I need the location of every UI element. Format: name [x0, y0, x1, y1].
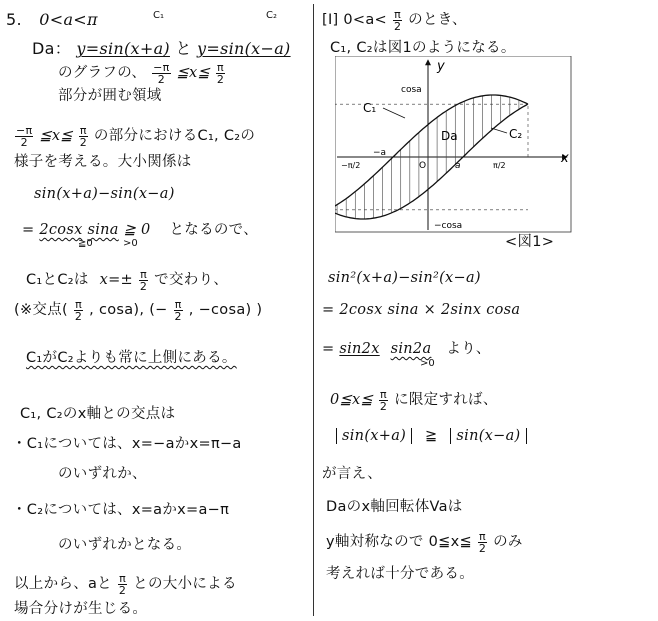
- square-product-expr: = 2cosx sina × 2sinx cosa: [322, 302, 521, 318]
- definition-line: Da： y=sin(x+a) と y=sin(x−a): [32, 39, 291, 58]
- label-c1: C₁: [153, 10, 164, 21]
- fig-neg-cosa-label: −cosa: [434, 221, 463, 231]
- can-say-line: が言え、: [322, 466, 383, 482]
- fig-origin-label: O: [419, 161, 427, 171]
- fig-neg-pi2-label: −π/2: [341, 161, 361, 170]
- difference-expr: sin(x+a)−sin(x−a): [34, 186, 175, 202]
- relation-line: 様子を考える。大小関係は: [14, 154, 192, 170]
- fig-a-label: a: [455, 161, 461, 171]
- x-axis-intersections-line: C₁, C₂のx軸との交点は: [20, 406, 176, 422]
- curve2-eq: y=sin(x−a): [197, 39, 291, 58]
- fig-da-label: Da: [441, 129, 458, 143]
- fig-x-label: x: [561, 151, 569, 166]
- case-header: [I] 0<a< $\frac{\pi}{2}$ のとき、: [322, 7, 467, 33]
- double-angle-expr: = sin2x sin2a より、: [322, 341, 491, 357]
- fig-c1-pointer: [383, 108, 405, 118]
- solid-line: Daのx軸回転体Vaは: [326, 499, 463, 515]
- c2-roots-line: ・C₂については、x=aかx=a−π: [12, 502, 230, 518]
- fig-neg-a-label: −a: [373, 148, 387, 158]
- fig-c2-label: C₂: [509, 127, 523, 141]
- product-expr: = 2cosx sina ≧ 0 となるので、: [22, 222, 258, 238]
- fig-cosa-label: cosa: [401, 85, 422, 95]
- figure-intro-line: C₁, C₂は図1のようになる。: [330, 40, 516, 56]
- figure-1: [335, 56, 575, 238]
- region-line: 部分が囲む領域: [58, 88, 162, 104]
- c1-above-c2-line: C₁がC₂よりも常に上側にある。: [26, 350, 237, 366]
- fig-c2-pointer: [491, 128, 507, 133]
- fig-y-label: y: [437, 59, 445, 74]
- intersection-line: C₁とC₂は x=± $\frac{\pi}{2}$ で交わり、: [26, 267, 229, 293]
- fig-pi2-label: π/2: [493, 161, 506, 170]
- symmetry-line: y軸対称なので 0≦x≦ $\frac{\pi}{2}$ のみ: [326, 529, 523, 555]
- consider-line: $\frac{-\pi}{2}$ ≦x≦ $\frac{\pi}{2}$ の部分におけるC₁, C₂の: [16, 123, 256, 149]
- curve1-eq: y=sin(x+a): [76, 39, 170, 58]
- c2-either-line: のいずれかとなる。: [58, 537, 192, 553]
- fig-frame: [335, 56, 571, 232]
- column-divider: [313, 4, 314, 616]
- note-gt0: >0: [123, 238, 138, 249]
- square-diff-expr: sin²(x+a)−sin²(x−a): [328, 270, 481, 286]
- c1-roots-line: ・C₁については、x=−aかx=π−a: [12, 436, 242, 452]
- intersection-points-line: (※交点( $\frac{\pi}{2}$ , cosa), (− $\frac{\pi}{2}$ , −cosa) ): [14, 297, 263, 323]
- case-split-line: 場合分けが生じる。: [14, 601, 148, 617]
- note-ge0: ≧0: [78, 238, 93, 249]
- fig-c1-label: C₁: [363, 101, 377, 115]
- conclusion-line: 以上から、aと $\frac{\pi}{2}$ との大小による: [14, 571, 237, 597]
- restrict-line: 0≦x≦ $\frac{\pi}{2}$ に限定すれば、: [330, 387, 498, 413]
- note-r-gt0: >0: [420, 358, 435, 369]
- abs-inequality: sin(x+a) ≧ sin(x−a): [336, 428, 527, 444]
- c1-either-line: のいずれか、: [58, 466, 147, 482]
- sufficient-line: 考えれば十分である。: [326, 566, 474, 582]
- problem-header: 5. 0<a<π: [6, 10, 98, 29]
- range-line: のグラフの、 $\frac{-\pi}{2}$ ≦x≦ $\frac{\pi}{2}$: [58, 60, 225, 86]
- figure-caption: <図1>: [505, 234, 555, 250]
- label-c2: C₂: [266, 10, 277, 21]
